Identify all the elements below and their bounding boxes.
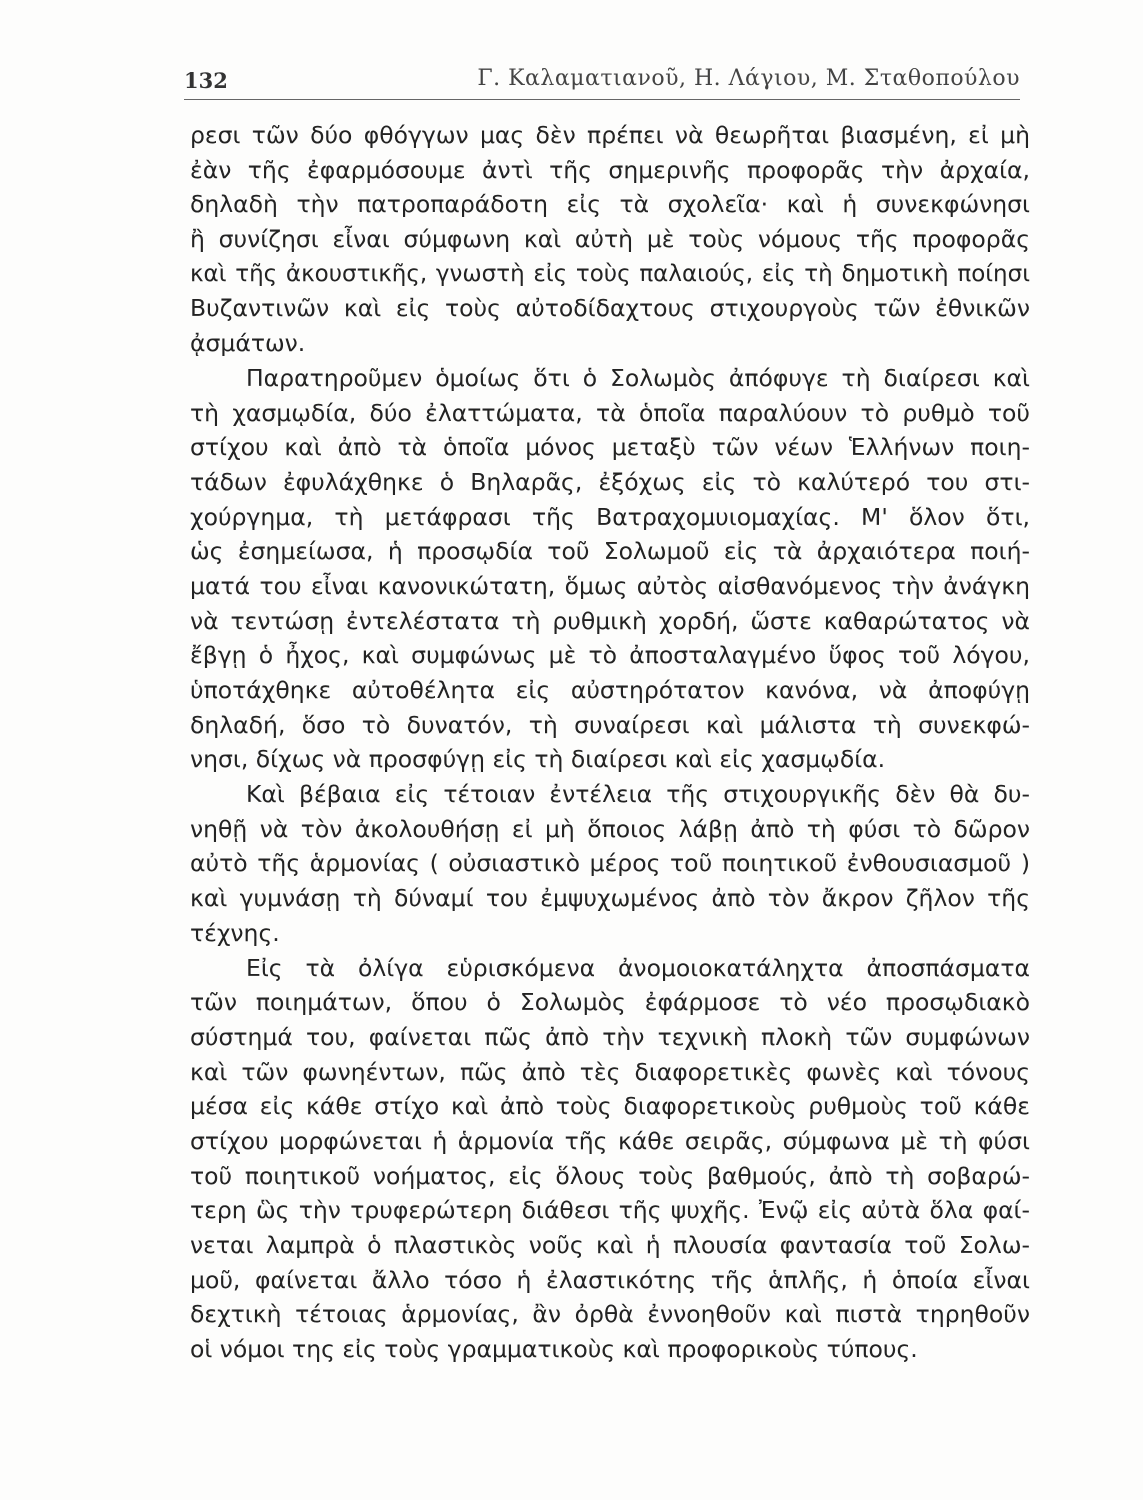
text-line: νησι, δίχως νὰ προσφύγῃ εἰς τὴ διαίρεσι καὶ εἰς χασμῳδία. (190, 745, 886, 774)
text-line: καὶ τῶν φωνηέντων, πῶς ἀπὸ τὲς διαφορετικὲς φωνὲς καὶ τόνους (190, 1057, 1030, 1086)
text-line: Βυζαντινῶν καὶ εἰς τοὺς αὐτοδίδαχτους στιχουργοὺς τῶν ἐθνικῶν (190, 294, 1030, 323)
text-line: χούργημα, τὴ μετάφρασι τῆς Βατραχομυιομαχίας. Μ' ὅλον ὅτι, (190, 502, 1030, 531)
page-header (184, 62, 1020, 96)
paragraph-start-line: Καὶ βέβαια εἰς τέτοιαν ἐντέλεια τῆς στιχουργικῆς δὲν θὰ δυ- (246, 780, 1030, 809)
text-line: νεται λαμπρὰ ὁ πλαστικὸς νοῦς καὶ ἡ πλουσία φαντασία τοῦ Σολω- (190, 1231, 1030, 1259)
text-line: ὑποτάχθηκε αὐτοθέλητα εἰς αὐστηρότατον κανόνα, νὰ ἀποφύγῃ (190, 676, 1030, 704)
text-line: μέσα εἰς κάθε στίχο καὶ ἀπὸ τοὺς διαφορετικοὺς ρυθμοὺς τοῦ κάθε (190, 1092, 1030, 1121)
text-line: σύστημά του, φαίνεται πῶς ἀπὸ τὴν τεχνικὴ πλοκὴ τῶν συμφώνων (190, 1022, 1030, 1051)
text-line: ματά του εἶναι κανονικώτατη, ὅμως αὐτὸς αἰσθανόμενος τὴν ἀνάγκη (190, 571, 1030, 600)
body-text (190, 118, 1030, 1367)
text-line: τέχνης. (190, 918, 280, 947)
text-line: ρεσι τῶν δύο φθόγγων μας δὲν πρέπει νὰ θεωρῆται βιασμένη, εἰ μὴ (190, 121, 1030, 149)
text-line: ἔβγῃ ὁ ἦχος, καὶ συμφώνως μὲ τὸ ἀποσταλαγμένο ὕφος τοῦ λόγου, (190, 641, 1030, 670)
text-line: ἢ συνίζησι εἶναι σύμφωνη καὶ αὐτὴ μὲ τοὺς νόμους τῆς προφορᾶς (190, 225, 1030, 254)
text-line: νηθῇ νὰ τὸν ἀκολουθήσῃ εἰ μὴ ὅποιος λάβῃ ἀπὸ τὴ φύσι τὸ δῶρον (190, 814, 1030, 843)
text-line: ὡς ἐσημείωσα, ἡ προσῳδία τοῦ Σολωμοῦ εἰς τὰ ἀρχαιότερα ποιή- (190, 537, 1030, 566)
page-number: 132 (184, 68, 228, 93)
paragraph-start-line: Εἰς τὰ ὀλίγα εὑρισκόμενα ἀνομοιοκατάληχτα ἀποσπάσματα (246, 953, 1030, 982)
text-line: τῶν ποιημάτων, ὅπου ὁ Σολωμὸς ἐφάρμοσε τὸ νέο προσῳδιακὸ (190, 988, 1030, 1017)
text-line: δηλαδή, ὅσο τὸ δυνατόν, τὴ συναίρεσι καὶ μάλιστα τὴ συνεκφώ- (190, 710, 1030, 739)
text-line: ᾀσμάτων. (190, 329, 306, 358)
text-line: τερη ὣς τὴν τρυφερώτερη διάθεσι τῆς ψυχῆς. Ἐνῷ εἰς αὐτὰ ὅλα φαί- (190, 1196, 1030, 1225)
text-line: στίχου καὶ ἀπὸ τὰ ὁποῖα μόνος μεταξὺ τῶν νέων Ἑλλήνων ποιη- (190, 433, 1030, 462)
text-line: δεχτικὴ τέτοιας ἁρμονίας, ἂν ὀρθὰ ἐννοηθοῦν καὶ πιστὰ τηρηθοῦν (190, 1300, 1030, 1329)
text-line: δηλαδὴ τὴν πατροπαράδοτη εἰς τὰ σχολεῖα· καὶ ἡ συνεκφώνησι (190, 190, 1030, 219)
running-head: Γ. Καλαματιανοῦ, Η. Λάγιου, Μ. Σταθοπούλου (477, 66, 1020, 91)
text-line: καὶ γυμνάσῃ τὴ δύναμί του ἐμψυχωμένος ἀπὸ τὸν ἄκρον ζῆλον τῆς (190, 884, 1030, 913)
header-rule (184, 99, 1020, 100)
text-line: αὐτὸ τῆς ἁρμονίας ( οὐσιαστικὸ μέρος τοῦ ποιητικοῦ ἐνθουσιασμοῦ ) (190, 849, 1030, 878)
text-line: νὰ τεντώσῃ ἐντελέστατα τὴ ρυθμικὴ χορδή, ὥστε καθαρώτατος νὰ (190, 606, 1030, 635)
text-line: τάδων ἐφυλάχθηκε ὁ Βηλαρᾶς, ἐξόχως εἰς τὸ καλύτερό του στι- (190, 467, 1030, 496)
text-line: στίχου μορφώνεται ἡ ἁρμονία τῆς κάθε σειρᾶς, σύμφωνα μὲ τὴ φύσι (190, 1126, 1030, 1155)
text-line: ἐὰν τῆς ἐφαρμόσουμε ἀντὶ τῆς σημερινῆς προφορᾶς τὴν ἀρχαία, (190, 155, 1030, 184)
text-line: οἱ νόμοι της εἰς τοὺς γραμματικοὺς καὶ προφορικοὺς τύπους. (190, 1335, 918, 1364)
paragraph-start-line: Παρατηροῦμεν ὁμοίως ὅτι ὁ Σολωμὸς ἀπόφυγε τὴ διαίρεσι καὶ (246, 363, 1030, 392)
text-line: μοῦ, φαίνεται ἄλλο τόσο ἡ ἐλαστικότης τῆς ἁπλῆς, ἡ ὁποία εἶναι (190, 1265, 1030, 1294)
text-line: τοῦ ποιητικοῦ νοήματος, εἰς ὅλους τοὺς βαθμούς, ἀπὸ τὴ σοβαρώ- (190, 1161, 1030, 1190)
text-line: τὴ χασμῳδία, δύο ἐλαττώματα, τὰ ὁποῖα παραλύουν τὸ ρυθμὸ τοῦ (190, 398, 1030, 427)
text-line: καὶ τῆς ἀκουστικῆς, γνωστὴ εἰς τοὺς παλαιούς, εἰς τὴ δημοτικὴ ποίησι (190, 260, 1030, 287)
